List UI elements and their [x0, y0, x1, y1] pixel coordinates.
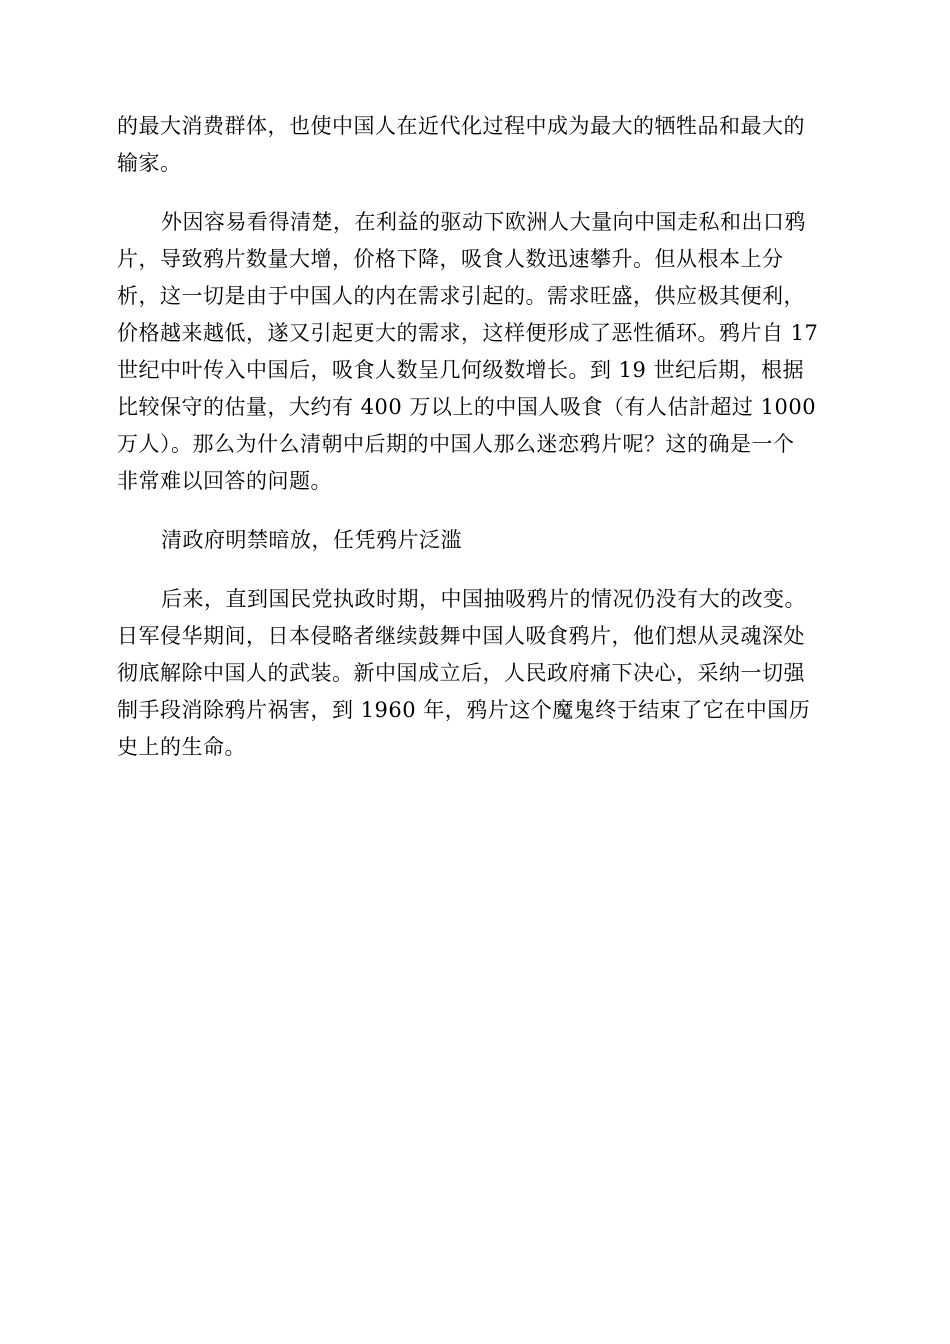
text-line: 世纪中叶传入中国后，吸食人数呈几何级数增长。到 19 世纪后期，根据 — [117, 358, 805, 382]
paragraph-3-heading — [117, 522, 833, 559]
section-heading: 清政府明禁暗放，任凭鸦片泛滥 — [161, 528, 462, 552]
document-page — [117, 108, 833, 766]
text-line: 外因容易看得清楚，在利益的驱动下欧洲人大量向中国走私和出口鸦 — [161, 210, 806, 234]
text-line: 析，这一切是由于中国人的内在需求引起的。需求旺盛，供应极其便利， — [117, 284, 805, 308]
text-line: 制手段消除鸦片祸害，到 1960 年，鸦片这个魔鬼终于结束了它在中国历 — [117, 698, 811, 722]
paragraph-1 — [117, 108, 833, 182]
text-line: 彻底解除中国人的武装。新中国成立后，人民政府痛下决心，采纳一切强 — [117, 661, 805, 685]
text-line: 后来，直到国民党执政时期，中国抽吸鸦片的情况仍没有大的改变。 — [161, 587, 806, 611]
paragraph-4 — [117, 581, 833, 766]
text-line: 价格越来越低，遂又引起更大的需求，这样便形成了恶性循环。鸦片自 17 — [117, 321, 819, 345]
text-line: 万人）。那么为什么清朝中后期的中国人那么迷恋鸦片呢？这的确是一个 — [117, 432, 795, 456]
text-line: 输家。 — [117, 151, 182, 175]
text-line: 片，导致鸦片数量大增，价格下降，吸食人数迅速攀升。但从根本上分 — [117, 247, 784, 271]
paragraph-2 — [117, 204, 833, 500]
text-line: 非常难以回答的问题。 — [117, 469, 332, 493]
text-line: 史上的生命。 — [117, 735, 246, 759]
text-line: 日军侵华期间，日本侵略者继续鼓舞中国人吸食鸦片，他们想从灵魂深处 — [117, 624, 805, 648]
text-line: 比较保守的估量，大约有 400 万以上的中国人吸食（有人估計超过 1000 — [117, 395, 817, 419]
text-line: 的最大消费群体，也使中国人在近代化过程中成为最大的牺牲品和最大的 — [117, 114, 805, 138]
